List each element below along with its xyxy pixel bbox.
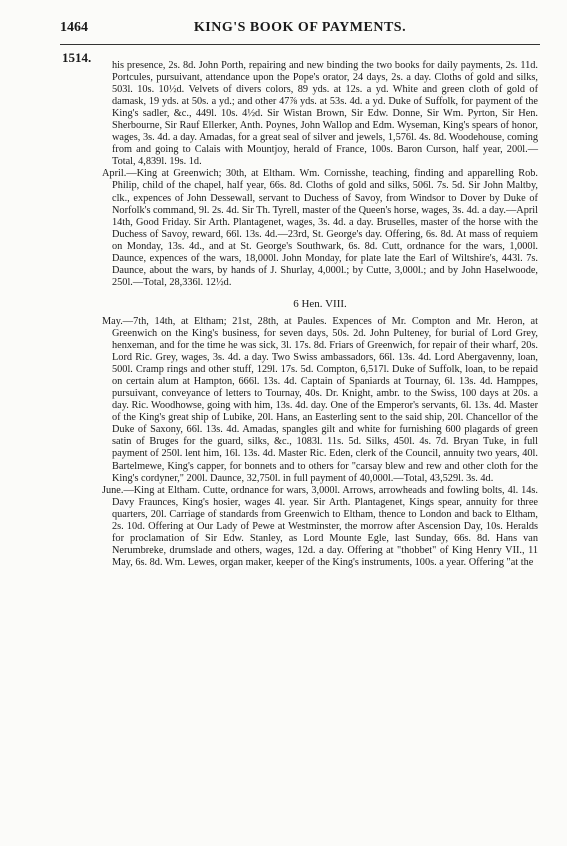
paragraph-may-text: —7th, 14th, at Eltham; 21st, 28th, at Paules. Expences of Mr. Compton and Mr. Heron, at Greenwich on the King's business, for seven days, 50s. 2d. John Pulteney, for burial of Lord Grey, henxeman, and for the time he was sick, 3l. 17s. 8d. Friars of Greenwich, for repair of their wharf, 20s. Lord Ric. Grey, wages, 3s. 4d. a day. Two Swiss ambassadors, 66l. 13s. 4d. Lord Abergavenny, loan, 500l. Cramp rings and other stuff, 129l. 17s. 5d. Compton, 6,517l. Duke of Suffolk, loan, to be repaid on certain alum at Hampton, 666l. 13s. 4d. Captain of Spaniards at Tournay, 6l. 13s. 4d. Hamppes, pursuivant, conveyance of letters to Tournay, 40s. Dr. Knight, ambr. to the Swiss, 100 days at 20s. a day. Ric. Woodhowse, going with him, 13s. 4d. day. One of the Emperor's servants, 6l. 13s. 4d. Master of the King's great ship of Lubike, 20l. Hans, an Easterling sent to the said ship, 20l. Chancellor of the Duke of Saxony, 66l. 13s. 4d. Amadas, spangles gilt and white for furnishing 600 plagards of green satin of Bruges for the guard, silks, &c., 1083l. 11s. 5d. Silks, 450l. 4s. 7d. Bryan Tuke, in full payment of 250l. lent him, 16l. 13s. 4d. Master Ric. Eden, clerk of the Council, annuity two years, 40l. Bartelmewe, King's capper, for bonnets and to others for "carsay blew and rew and other cloth for the King's cordyner," 200l. Daunce, 32,750l. in full payment of 40,000l.—Total, 43,529l. 3s. 4d. bbox=[112, 315, 538, 484]
entry-label-may: May. bbox=[102, 315, 123, 327]
running-head: KING'S BOOK OF PAYMENTS. bbox=[193, 20, 407, 35]
regnal-year-heading: 6 Hen. VIII. bbox=[293, 297, 347, 310]
paragraph-may bbox=[102, 316, 538, 485]
paragraph-april bbox=[102, 168, 538, 288]
entry-label-june: June. bbox=[102, 484, 124, 496]
paragraph-june-text: —King at Eltham. Cutte, ordnance for wars, 3,000l. Arrows, arrowheads and fowling bolts, 4l. 14s. Davy Fraunces, King's hosier, wages 4l. year. Sir Arth. Plantagenet, Kings spear, annuity for three quarters, 20l. Carriage of standards from Greenwich to Eltham, thence to London and back to Eltham, 2s. 10d. Offering at Our Lady of Pewe at Westminster, the morrow after Ascension Day, 10s. Heralds for proclamation of Sir Edw. Stanley, as Lord Mounte Egle, last Sunday, 66s. 8d. Hans van Nerumbreke, drumslade and others, wages, 12d. a day. Offering at "thobbet" of King Henry VII., 11 May, 6s. 8d. Wm. Lewes, organ maker, keeper of the King's instruments, 100s. a year. Offering "at the bbox=[112, 484, 538, 568]
paragraph-continuation: his presence, 2s. 8d. John Porth, repairing and new binding the two books for daily payments, 2s. 11d. Portcules, pursuivant, attendance upon the Pope's orator, 24 days, 2s. a day. Cloths of gold and silks, 503l. 10s. 10½d. Velvets of divers colors, 89 yds. at 12s. a yd. White and green cloth of gold of damask, 19 yds. at 50s. a yd.; and other 47⅞ yds. at 53s. 4d. a yd. Duke of Suffolk, for payment of the King's sadler, &c., 449l. 10s. 4½d. Sir Wistan Brown, Sir Edw. Donne, Sir Wm. Pyrton, Sir Hen. Sherbourne, Sir Rauf Ellerker, Anth. Poynes, John Wallop and Edm. Wyseman, King's spears of honor, wages, 3s. 4d. a day. Amadas, for a great seal of silver and jewels, 1,576l. 4s. 8d. Woodehouse, coming from and going to Calais with Mountjoy, herald of France, 100s. Baron Curson, half year, 200l.—Total, 4,839l. 19s. 1d. bbox=[112, 60, 538, 168]
page-header bbox=[60, 20, 540, 45]
page-number: 1464 bbox=[60, 20, 88, 35]
paragraph-june bbox=[102, 485, 538, 569]
paragraph-april-text: —King at Greenwich; 30th, at Eltham. Wm. Cornisshe, teaching, finding and apparelling Rob. Philip, child of the chapel, half year, 66s. 8d. Cloths of gold and silks, 506l. 7s. 5d. Sir John Maltby, clk., expences of John Dessewall, servant to Duchess of Savoy, from Windsor to Dover by Duke of Norfolk's command, 9l. 2s. 4d. Sir Th. Tyrell, master of the Queen's horse, wages, 3s. 4d. a day.—April 14th, Good Friday. Sir Arth. Plantagenet, wages, 3s. 4d. a day. Bruselles, master of the horse with the Duchess of Savoy, reward, 66l. 13s. 4d.—23rd, St. George's day. Offering, 6s. 8d. At mass of requiem on Monday, 13s. 4d., and at St. George's Southwark, 6s. 8d. Cutt, ordnance for the wars, 1,000l. Daunce, expences of the wars, 18,000l. John Monday, for plate late the Earl of Wiltshire's, 443l. 7s. Daunce, about the wars, by hands of J. Shurlay, 4,000l.; by Cutte, 3,000l.; and by John Haselwoode, 250l.—Total, 28,336l. 12½d. bbox=[112, 168, 538, 288]
entry-label-april: April. bbox=[102, 168, 127, 180]
body-text bbox=[102, 60, 538, 569]
year-marginal-note: 1514. bbox=[62, 50, 92, 65]
